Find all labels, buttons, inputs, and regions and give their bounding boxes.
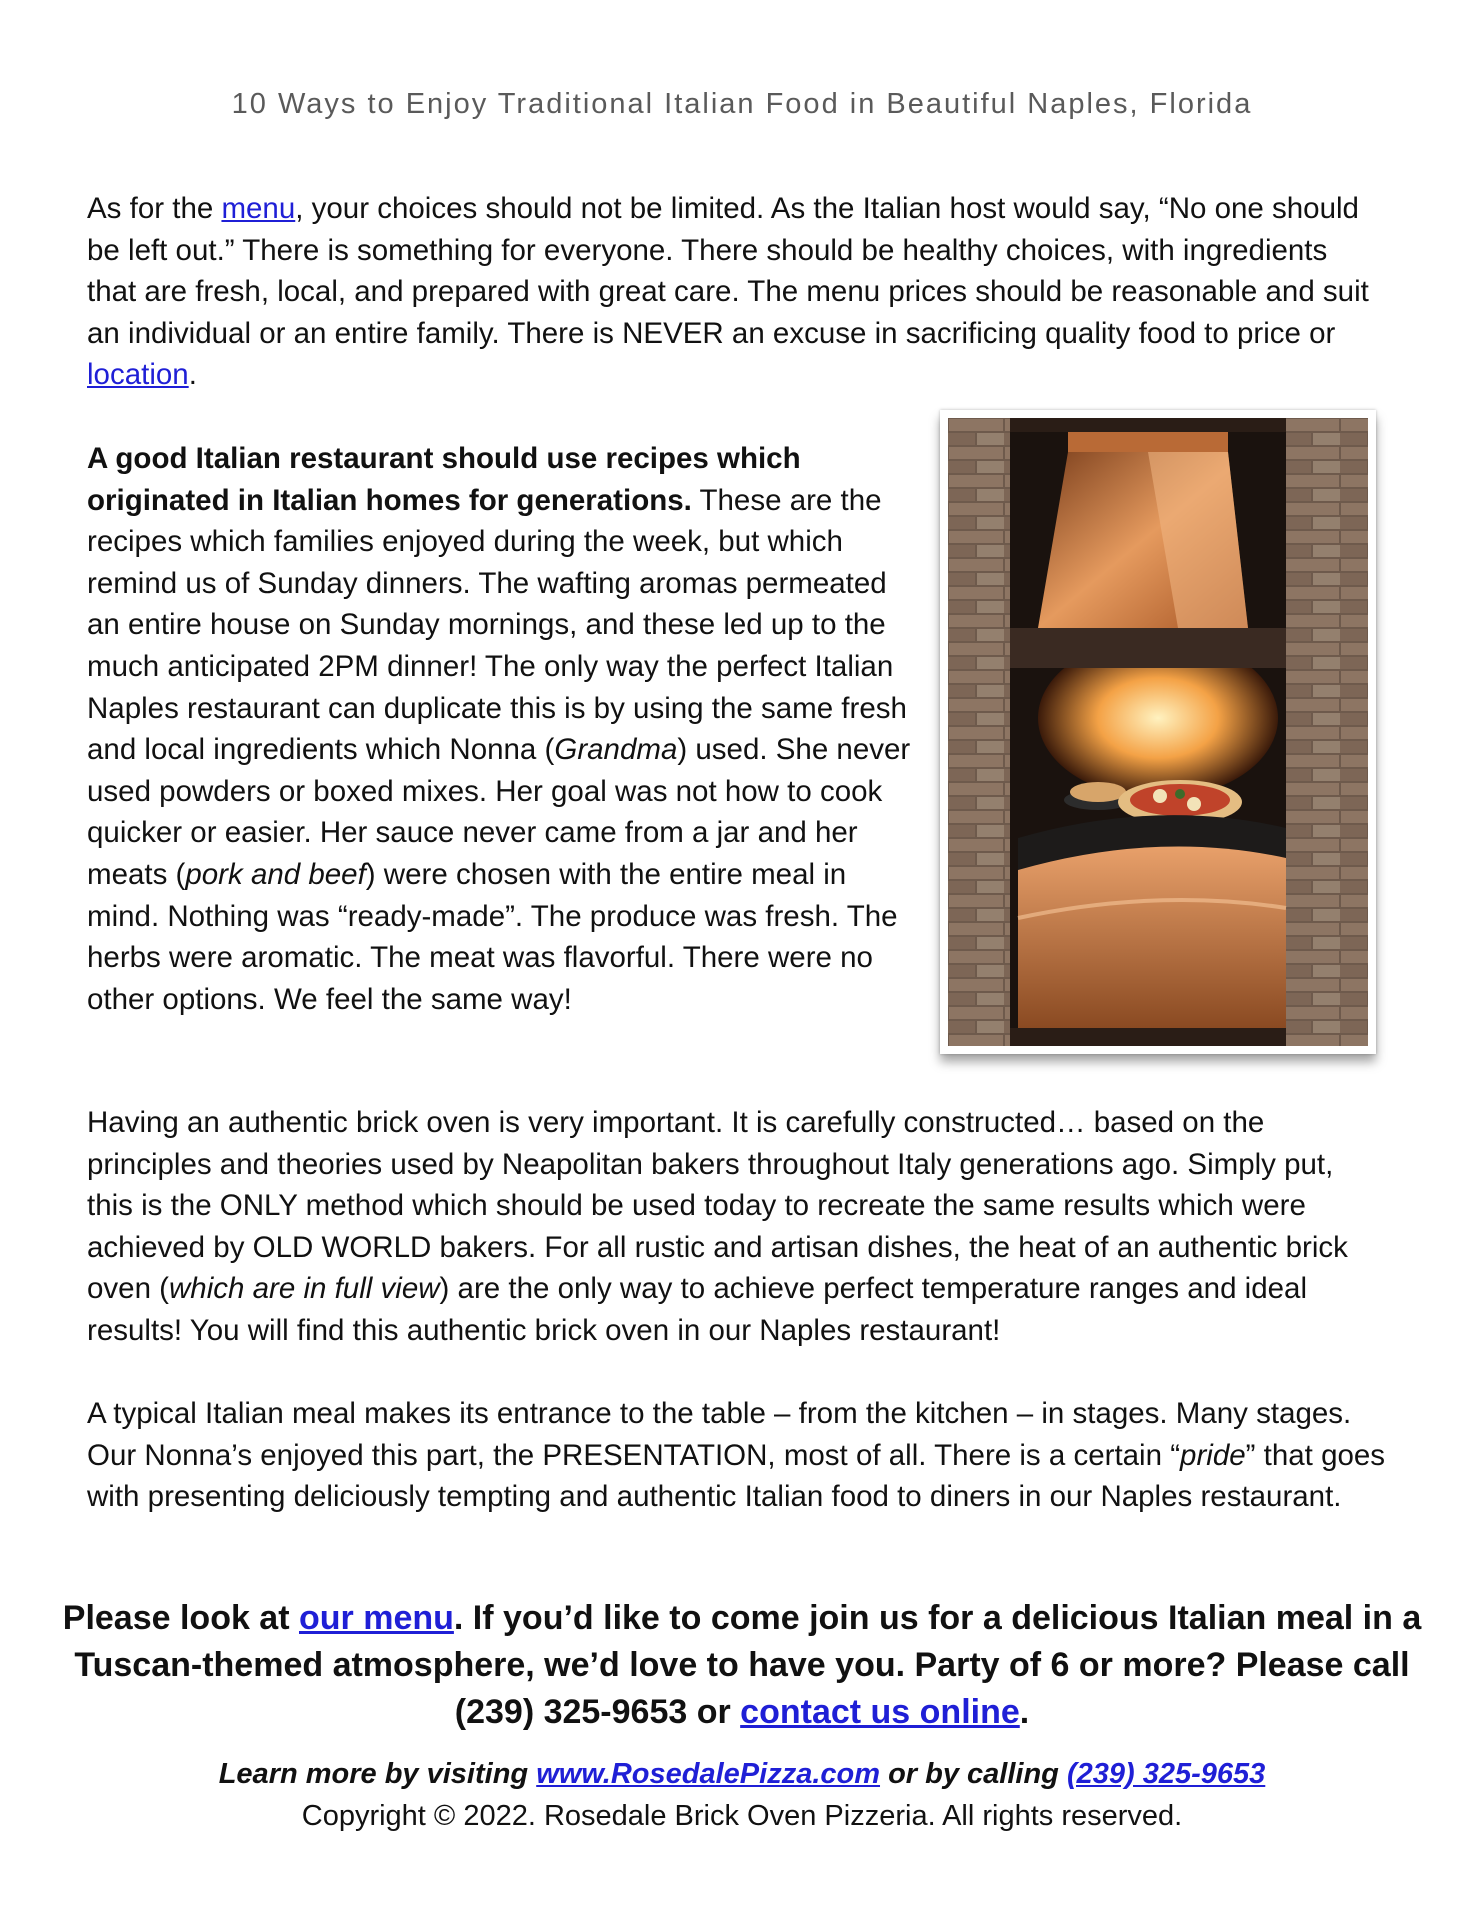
text-span: ” that goes with presenting deliciously tempting and authentic Italian food to diners in our Naples restaurant. [87, 1438, 1386, 1514]
paragraph-brick-oven [87, 1102, 1387, 1352]
text-span: . [188, 358, 197, 392]
left-brick-column [948, 418, 1010, 1046]
brick-oven-illustration [948, 418, 1368, 1046]
contact-us-link[interactable]: contact us online [740, 1693, 1020, 1731]
text-span: These are the recipes which families enjoyed during the week, but which remind us of Sunday dinners. The wafting aromas permeated an entire house on Sunday mornings, and these led up to the much anticipated 2PM dinner! The only way the perfect Italian Naples restaurant can duplicate this is by using the same fresh and local ingredients which Nonna ( [87, 483, 907, 767]
brick-oven-photo [940, 410, 1376, 1054]
paragraph-recipes [87, 438, 917, 1020]
text-span: Learn more by visiting [218, 1758, 537, 1790]
text-span: . [1019, 1693, 1030, 1731]
italic-span: pride [1180, 1438, 1246, 1472]
our-menu-link[interactable]: our menu [299, 1599, 454, 1637]
copper-base [1018, 846, 1286, 1028]
text-span: A typical Italian meal makes its entrance to the table – from the kitchen – in stages. Many stages. Our Nonna’s enjoyed this part, the PRESENTATION, most of all. There is a certain “ [87, 1397, 1352, 1472]
text-span: Please look at [62, 1599, 299, 1637]
phone-link[interactable]: (239) 325-9653 [1066, 1758, 1266, 1790]
menu-link[interactable]: menu [221, 192, 296, 225]
paragraph-menu-choices [87, 188, 1377, 396]
bold-lead-sentence: A good Italian restaurant should use recipes which originated in Italian homes for generations. [87, 442, 801, 517]
paragraph-presentation [87, 1393, 1387, 1518]
text-span: ) used. She never used powders or boxed mixes. Her goal was not how to cook quicker or easier. Her sauce never came from a jar and her meats ( [87, 733, 911, 891]
text-span: or by calling [880, 1758, 1067, 1790]
italic-span: pork and beef [185, 857, 366, 891]
italic-span: which are in full view [169, 1272, 440, 1306]
text-span: ) were chosen with the entire meal in mind. Nothing was “ready-made”. The produce was fresh. The herbs were aromatic. The meat was flavorful. There were no other options. We feel the same way! [87, 857, 898, 1016]
page-header-title: 10 Ways to Enjoy Traditional Italian Food in Beautiful Naples, Florida [231, 88, 1253, 120]
copyright-notice: Copyright © 2022. Rosedale Brick Oven Pizzeria. All rights reserved. [301, 1800, 1183, 1832]
text-span: Having an authentic brick oven is very important. It is carefully constructed… based on the principles and theories used by Neapolitan bakers throughout Italy generations ago. Simply put, this is the ONLY method which should be used today to recreate the same results which were achieved by OLD WORLD bakers. For all rustic and artisan dishes, the heat of an authentic brick oven ( [87, 1106, 1348, 1306]
hood-collar [1068, 432, 1228, 452]
right-brick-column [1286, 418, 1368, 1046]
text-span: ) are the only way to achieve perfect temperature ranges and ideal results! You will find this authentic brick oven in our Naples restaurant! [87, 1272, 1308, 1347]
italic-span: Grandma [554, 733, 678, 767]
call-to-action [60, 1595, 1424, 1736]
text-span: As for the [87, 192, 222, 225]
location-link[interactable]: location [87, 358, 189, 392]
learn-more-line [0, 1758, 1484, 1791]
text-span: , your choices should not be limited. As the Italian host would say, “No one should be left out.” There is something for everyone. There should be healthy choices, with ingredients that are fresh, local, and prepared with great care. The menu prices should be reasonable and suit an individual or an entire family. There is NEVER an excuse in sacrificing quality food to price or [87, 192, 1369, 350]
website-link[interactable]: www.RosedalePizza.com [536, 1758, 881, 1790]
text-span: . If you’d like to come join us for a delicious Italian meal in a Tuscan-themed atmosphere, we’d love to have you. Party of 6 or more? Please call (239) 325-9653 or [74, 1599, 1422, 1731]
